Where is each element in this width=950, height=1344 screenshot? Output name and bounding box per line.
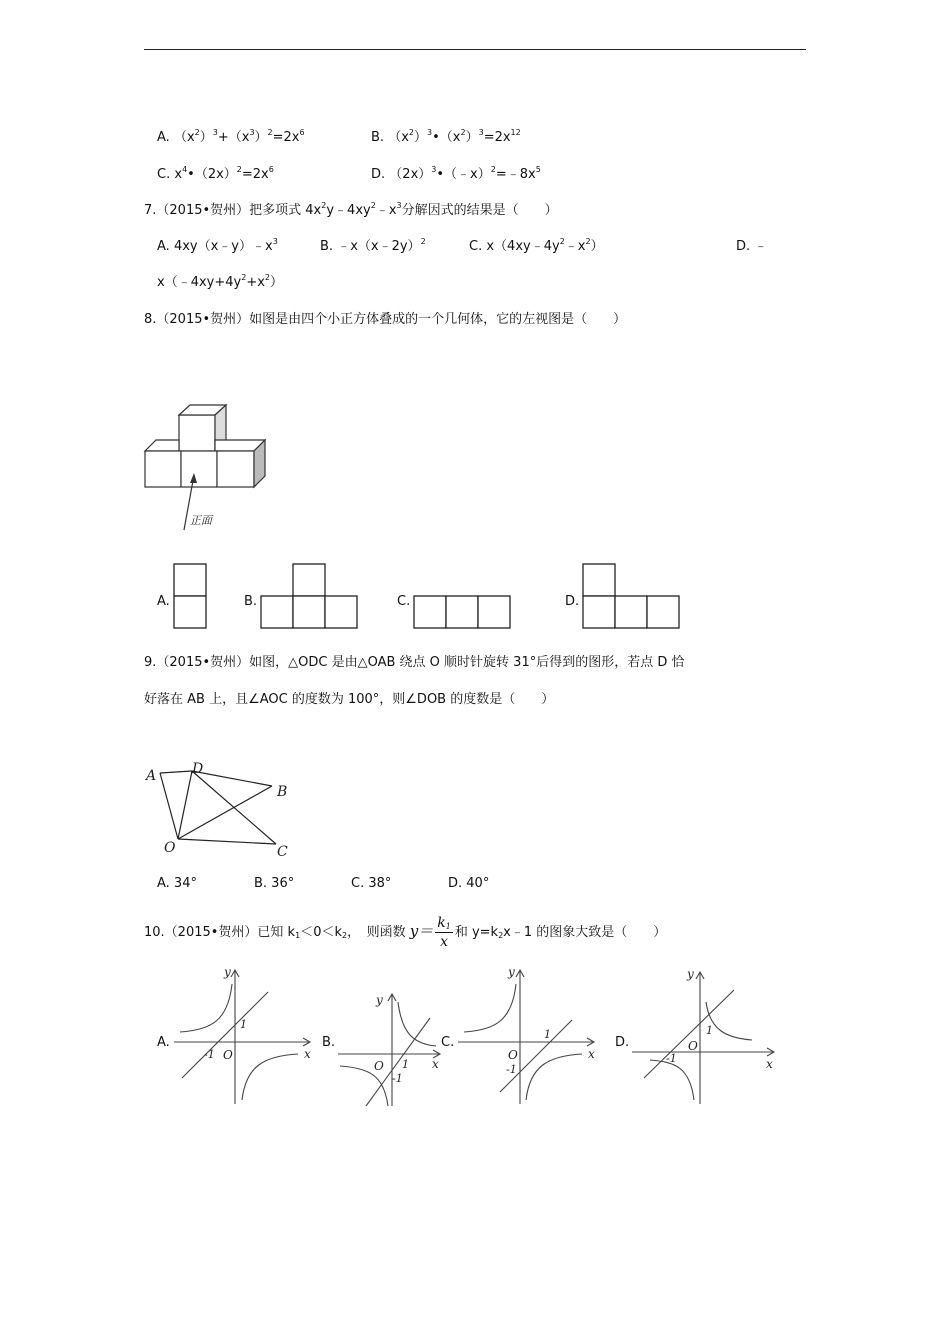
q10-graph-c bbox=[456, 962, 606, 1110]
q10-graph-d bbox=[630, 962, 780, 1110]
svg-text:O: O bbox=[508, 1048, 518, 1062]
fraction-k1-over-x: $\frac{k_1}{x}$ bbox=[437, 915, 451, 950]
point-b: B bbox=[277, 784, 288, 800]
point-a: A bbox=[146, 768, 157, 784]
svg-text:O: O bbox=[223, 1048, 233, 1062]
svg-text:O: O bbox=[688, 1039, 698, 1053]
q8-option-a-label: A. bbox=[157, 594, 170, 609]
q10-option-c-label: C. bbox=[441, 1035, 455, 1050]
svg-text:x: x bbox=[304, 1047, 311, 1061]
svg-text:-1: -1 bbox=[392, 1072, 403, 1085]
front-label: 正面 bbox=[190, 514, 212, 527]
svg-text:y: y bbox=[224, 965, 231, 979]
svg-text:-1: -1 bbox=[666, 1052, 677, 1065]
q9-stem-line2: 好落在 AB 上，且∠AOC 的度数为 100°，则∠DOB 的度数是（ ） bbox=[144, 692, 555, 707]
point-o: O bbox=[164, 840, 176, 856]
q10-option-a-label: A. bbox=[157, 1035, 170, 1050]
q8-option-d-label: D. bbox=[565, 594, 580, 609]
q9-option-d: D. 40° bbox=[448, 876, 490, 891]
svg-text:x: x bbox=[432, 1057, 439, 1071]
q10-stem: 10.（2015•贺州）已知 $k_1<0<k_2$， 则函数 y＝ $\frac{k_1}{x}$ 和 $y=k_2x﹣1$ 的图象大致是（ ） bbox=[144, 915, 667, 950]
svg-text:1: 1 bbox=[544, 1028, 551, 1041]
q8-option-d-figure bbox=[582, 563, 684, 631]
q10-graph-b bbox=[336, 988, 446, 1110]
svg-text:x: x bbox=[588, 1047, 595, 1061]
q7-option-b: B. ﹣x（x﹣2y）$^2$ bbox=[320, 237, 426, 254]
q10-option-b-label: B. bbox=[322, 1035, 336, 1050]
svg-text:x: x bbox=[766, 1057, 773, 1071]
q6-option-a: A. $(x^2)^3+(x^3)^2=2x^6$ bbox=[157, 128, 305, 145]
point-c: C bbox=[277, 844, 288, 860]
svg-text:y: y bbox=[687, 967, 694, 981]
q8-cube-figure bbox=[140, 400, 270, 535]
q9-stem-line1: 9.（2015•贺州）如图，△ODC 是由△OAB 绕点 O 顺时针旋转 31°后得到的图形，若点 D 恰 bbox=[144, 655, 685, 670]
q7-option-d: D. ﹣ bbox=[736, 239, 768, 254]
q8-option-b-figure bbox=[260, 563, 362, 631]
point-d: D bbox=[192, 761, 204, 777]
q6-option-b: B. $(x^2)^3•(x^2)^3=2x^{12}$ bbox=[371, 128, 521, 145]
q8-option-a-figure bbox=[173, 563, 209, 631]
header-rule bbox=[144, 49, 806, 50]
q9-option-a: A. 34° bbox=[157, 876, 197, 891]
q6-option-c: C. $x^4•(2x)^2=2x^6$ bbox=[157, 165, 274, 182]
svg-text:1: 1 bbox=[240, 1018, 247, 1031]
svg-text:1: 1 bbox=[706, 1024, 713, 1037]
q9-option-c: C. 38° bbox=[351, 876, 392, 891]
q6-option-d: D. $(2x)^3•(﹣x)^2=﹣8x^5$ bbox=[371, 165, 541, 182]
q8-option-c-figure bbox=[413, 595, 515, 631]
q7-option-a: A. $4xy(x﹣y)﹣x^3$ bbox=[157, 237, 278, 254]
q9-option-b: B. 36° bbox=[254, 876, 295, 891]
q9-triangle-figure bbox=[140, 755, 300, 865]
svg-text:y: y bbox=[376, 993, 383, 1007]
q7-option-d-cont: $x(﹣4xy+4y^2+x^2)$ bbox=[157, 273, 284, 290]
q8-option-c-label: C. bbox=[397, 594, 411, 609]
svg-text:-1: -1 bbox=[204, 1048, 215, 1061]
svg-text:O: O bbox=[374, 1059, 384, 1073]
q7-stem: 7.（2015•贺州）把多项式 $4x^2y﹣4xy^2﹣x^3$分解因式的结果是（ ） bbox=[144, 201, 558, 218]
svg-text:-1: -1 bbox=[506, 1063, 517, 1076]
q10-option-d-label: D. bbox=[615, 1035, 630, 1050]
q10-graph-a bbox=[172, 962, 322, 1110]
q7-option-c: C. $x(4xy﹣4y^2﹣x^2)$ bbox=[469, 237, 604, 254]
svg-text:1: 1 bbox=[402, 1058, 409, 1071]
q8-option-b-label: B. bbox=[244, 594, 258, 609]
q8-stem: 8.（2015•贺州）如图是由四个小正方体叠成的一个几何体，它的左视图是（ ） bbox=[144, 312, 627, 327]
svg-text:y: y bbox=[508, 965, 515, 979]
